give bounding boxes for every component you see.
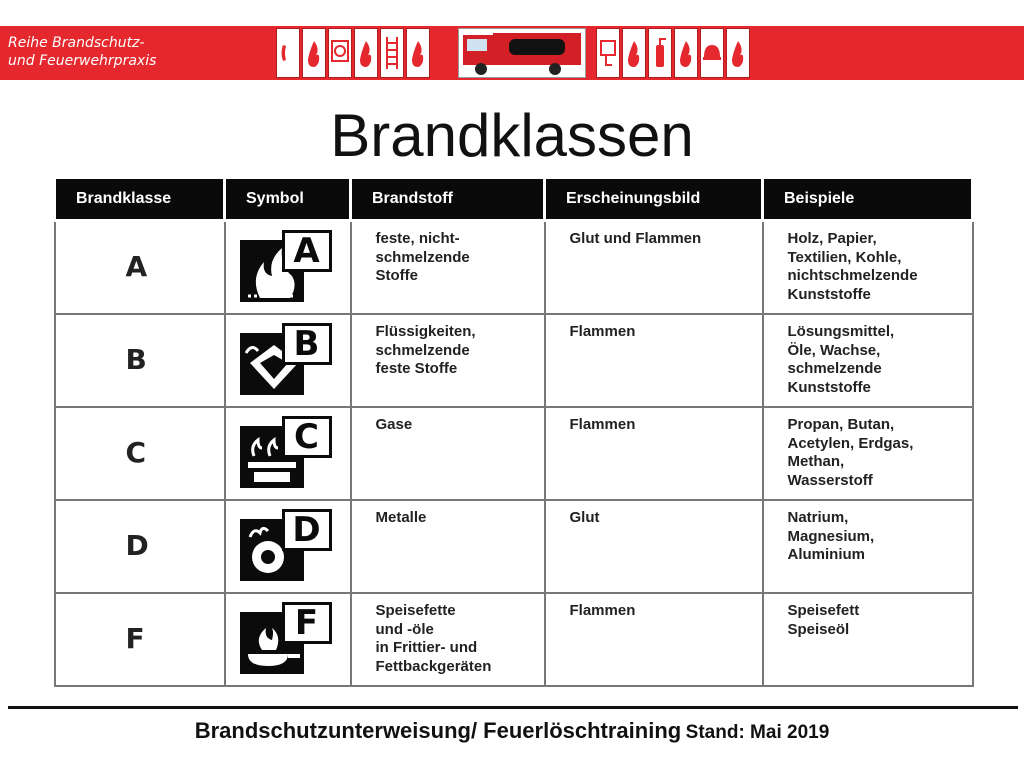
banner-icons-right [596,28,750,78]
flame-icon [622,28,646,78]
beispiele-cell [763,407,973,500]
symbol-letter: F [282,602,332,644]
beispiele-line: Acetylen, Erdgas, [787,434,914,452]
brandstoff-cell [351,314,545,407]
brandklasse-symbol [236,323,336,397]
flame-icon [354,28,378,78]
helmet-icon [700,28,724,78]
erscheinung-line: Flammen [569,323,636,340]
brandstoff-line: Stoffe [375,267,418,284]
beispiele-cell [763,500,973,593]
symbol-letter: C [282,416,332,458]
footer-stand: Stand: Mai 2019 [685,722,830,743]
beispiele-line: Natrium, [787,509,849,526]
beispiele-line: Aluminium [787,546,865,563]
column-header-brandstoff: Brandstoff [351,178,545,221]
column-header-brandklasse: Brandklasse [55,178,225,221]
beispiele-line: Speisefett [787,602,860,619]
beispiele-line: Methan, [787,453,845,470]
table-row [55,314,973,407]
beispiele-line: Propan, Butan, [787,416,895,433]
table-row [55,593,973,686]
erscheinung-line: Flammen [569,416,636,433]
footer-title: Brandschutzunterweisung/ Feuerlöschtraining [194,718,682,743]
flame-icon [674,28,698,78]
page-title: Brandklassen [330,102,694,169]
brandstoff-line: feste, nicht- [375,230,460,247]
erscheinung-cell [545,314,763,407]
brandstoff-cell [351,407,545,500]
brandstoff-line: Gase [375,416,413,433]
beispiele-cell [763,221,973,315]
erscheinung-line: Flammen [569,602,636,619]
brandstoff-line: und -öle [375,620,434,638]
beispiele-line: nichtschmelzende [787,267,918,284]
erscheinung-cell [545,593,763,686]
column-header-erscheinungsbild: Erscheinungsbild [545,178,763,221]
erscheinung-line: Glut [569,509,600,526]
footer [0,718,1024,744]
brandstoff-cell [351,593,545,686]
table-header-row [55,178,973,221]
brandklasse-cell: D [55,500,225,593]
table-row [55,221,973,315]
beispiele-line: Kunststoffe [787,378,871,396]
brandstoff-cell [351,500,545,593]
brandstoff-line: Speisefette [375,602,456,619]
symbol-cell [225,314,351,407]
symbol-letter: D [282,509,332,551]
banner-icons-left [276,28,430,78]
symbol-letter: A [282,230,332,272]
table-row [55,500,973,593]
symbol-cell [225,221,351,315]
brandklasse-cell: C [55,407,225,500]
beispiele-line: Lösungsmittel, [787,323,895,340]
brandstoff-line: schmelzende [375,341,470,359]
erscheinung-cell [545,221,763,315]
beispiele-line: Öle, Wachse, [787,341,881,359]
beispiele-line: Wasserstoff [787,471,873,489]
brandklasse-cell: B [55,314,225,407]
erscheinung-cell [545,407,763,500]
flame-icon [302,28,326,78]
brandklasse-symbol [236,230,336,304]
erscheinung-line: Glut und Flammen [569,230,702,247]
beispiele-cell [763,314,973,407]
brandklasse-symbol [236,602,336,676]
phone-icon [276,28,300,78]
brandklasse-symbol [236,416,336,490]
symbol-cell [225,407,351,500]
brandklasse-cell: F [55,593,225,686]
beispiele-line: Speiseöl [787,620,850,638]
beispiele-line: Textilien, Kohle, [787,248,902,266]
extinguisher-icon [648,28,672,78]
erscheinung-cell [545,500,763,593]
column-header-beispiele: Beispiele [763,178,973,221]
brandklasse-symbol [236,509,336,583]
brandstoff-line: feste Stoffe [375,360,458,377]
banner-series-title [8,34,156,70]
beispiele-line: Kunststoffe [787,285,871,303]
brandklassen-table [53,176,973,682]
brandklasse-cell: A [55,221,225,315]
table-row [55,407,973,500]
brandstoff-line: schmelzende [375,248,470,266]
banner-line-2: und Feuerwehrpraxis [8,53,157,69]
footer-divider [8,706,1018,709]
symbol-letter: B [282,323,332,365]
column-header-symbol: Symbol [225,178,351,221]
beispiele-line: Holz, Papier, [787,230,877,247]
flame-icon [406,28,430,78]
brandstoff-line: Metalle [375,509,427,526]
brandstoff-line: in Frittier- und [375,639,478,656]
brandstoff-line: Fettbackgeräten [375,657,492,675]
beispiele-line: Magnesium, [787,527,875,545]
flame-icon [726,28,750,78]
banner-line-1: Reihe Brandschutz- [8,35,145,51]
brandstoff-cell [351,221,545,315]
fire-hose-icon [328,28,352,78]
brandstoff-line: Flüssigkeiten, [375,323,476,340]
header-banner [0,26,1024,80]
symbol-cell [225,593,351,686]
symbol-cell [225,500,351,593]
ladder-icon [380,28,404,78]
fire-truck-icon [458,28,586,78]
beispiele-line: schmelzende [787,360,882,377]
beispiele-cell [763,593,973,686]
fire-alarm-icon [596,28,620,78]
